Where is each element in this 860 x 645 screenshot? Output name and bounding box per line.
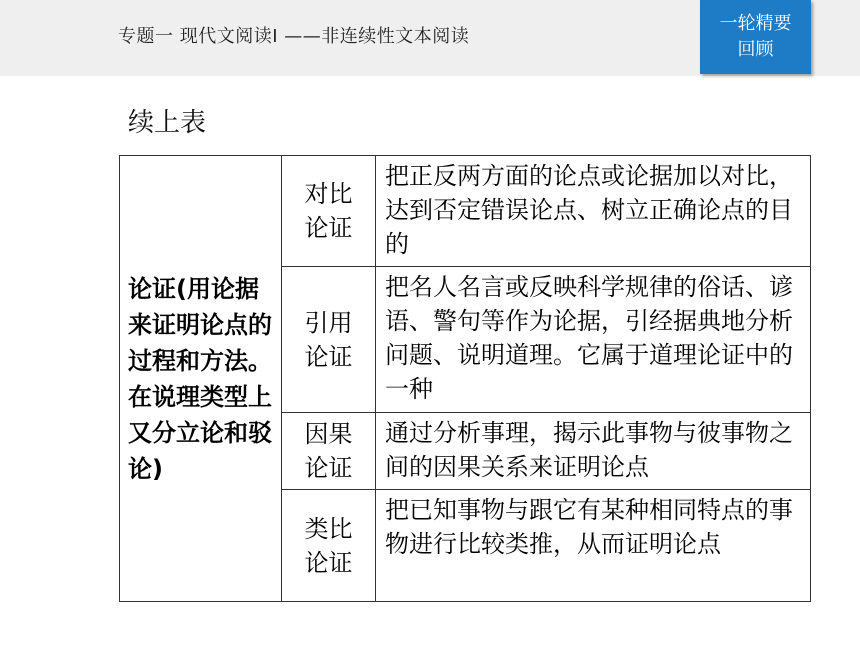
method-label: 论证: [304, 454, 353, 482]
method-label: 因果: [304, 420, 353, 448]
page-title: 专题一 现代文阅读Ⅰ ——非连续性文本阅读: [118, 26, 470, 47]
method-cell: [282, 490, 376, 602]
method-label: 对比: [304, 180, 353, 208]
method-label: 论证: [304, 214, 353, 242]
review-button-label-line1: 一轮精要: [719, 13, 792, 34]
description-cell: 把已知事物与跟它有某种相同特点的事物进行比较类推，从而证明论点: [376, 490, 811, 602]
method-label: 论证: [304, 548, 353, 577]
argument-methods-table: [119, 155, 811, 602]
method-label: 引用: [304, 308, 353, 337]
category-cell: 论证(用论据来证明论点的过程和方法。在说理类型上又分立论和驳论): [120, 156, 282, 602]
table-row: [120, 156, 811, 267]
method-cell: [282, 267, 376, 413]
description-cell: 通过分析事理，揭示此事物与彼事物之间的因果关系来证明论点: [376, 413, 811, 490]
review-button[interactable]: [700, 0, 811, 74]
method-label: 论证: [304, 342, 353, 371]
description-cell: 把名人名言或反映科学规律的俗话、谚语、警句等作为论据，引经据典地分析问题、说明道理。它属于道理论证中的一种: [376, 267, 811, 413]
method-cell: [282, 413, 376, 490]
description-cell: 把正反两方面的论点或论据加以对比，达到否定错误论点、树立正确论点的目的: [376, 156, 811, 267]
method-cell: [282, 156, 376, 267]
review-button-label-line2: 回顾: [737, 39, 774, 60]
method-label: 类比: [304, 514, 353, 543]
continued-label: 续上表: [128, 108, 207, 138]
